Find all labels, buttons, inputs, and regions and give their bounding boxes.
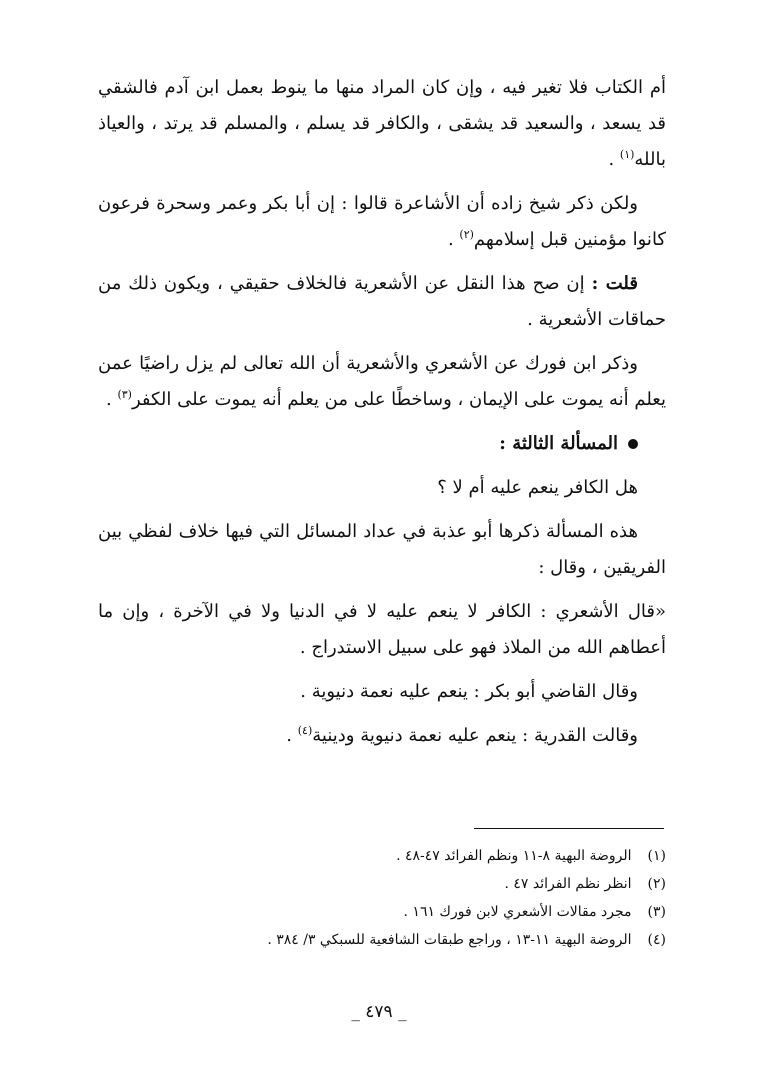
paragraph-4: وذكر ابن فورك عن الأشعري والأشعرية أن الله تعالى لم يزل راضيًا عمن يعلم أنه يموت على الإيمان ، وساخطًا على من يعلم أنه يموت على الكفر$^{(٣)}$ . <box>98 353 666 410</box>
qultu-label: قلت : <box>591 273 638 294</box>
paragraph-8: وقالت القدرية : ينعم عليه نعمة دنيوية ودينية$^{(٤)}$ . <box>286 724 638 746</box>
main-text <box>98 70 666 762</box>
paragraph-7: وقال القاضي أبو بكر : ينعم عليه نعمة دنيوية . <box>300 681 638 702</box>
paragraph-8-text: وقالت القدرية : ينعم عليه نعمة دنيوية ودينية <box>312 725 638 746</box>
footnote-divider <box>474 828 664 829</box>
footnotes <box>120 842 666 954</box>
paragraph-1: أم الكتاب فلا تغير فيه ، وإن كان المراد منها ما ينوط بعمل ابن آدم فالشقي قد يسعد ، والسعيد قد يشقى ، والكافر قد يسلم ، والمسلم قد يرتد ، والعياذ بالله$^{(١)}$ . <box>98 77 666 170</box>
footnote-2: (٢) انظر نظم الفرائد ٤٧ . <box>504 876 666 892</box>
paragraph-3-text: إن صح هذا النقل عن الأشعرية فالخلاف حقيقي ، ويكون ذلك من حماقات الأشعرية . <box>98 273 666 330</box>
question: هل الكافر ينعم عليه أم لا ؟ <box>437 477 638 498</box>
paragraph-6: «قال الأشعري : الكافر لا ينعم عليه لا في الدنيا ولا في الآخرة ، وإن ما أعطاهم الله من الملاذ فهو على سبيل الاستدراج . <box>98 601 666 658</box>
paragraph-4-text: وذكر ابن فورك عن الأشعري والأشعرية أن الله تعالى لم يزل راضيًا عمن يعلم أنه يموت على الإيمان ، وساخطًا على من يعلم أنه يموت على الكفر <box>98 353 666 410</box>
footnote-ref-3[interactable]: (٣) <box>117 388 132 401</box>
paragraph-2: ولكن ذكر شيخ زاده أن الأشاعرة قالوا : إن أبا بكر وعمر وسحرة فرعون كانوا مؤمنين قبل إسلامهم$^{(٢)}$ . <box>98 193 666 250</box>
paragraph-2-text: ولكن ذكر شيخ زاده أن الأشاعرة قالوا : إن أبا بكر وعمر وسحرة فرعون كانوا مؤمنين قبل إسلامهم <box>98 193 666 250</box>
page-number: _ ٤٧٩ _ <box>351 1002 407 1022</box>
footnote-ref-2[interactable]: (٢) <box>459 228 474 241</box>
paragraph-5: هذه المسألة ذكرها أبو عذبة في عداد المسائل التي فيها خلاف لفظي بين الفريقين ، وقال : <box>98 521 666 578</box>
footnote-4: (٤) الروضة البهية ١١-١٣ ، وراجع طبقات الشافعية للسبكي ٣/ ٣٨٤ . <box>267 932 666 948</box>
footnote-ref-4[interactable]: (٤) <box>297 724 313 737</box>
paragraph-3 <box>98 266 666 338</box>
footnote-ref-1[interactable]: (١) <box>619 148 635 161</box>
footnote-1: (١) الروضة البهية ٨-١١ ونظم الفرائد ٤٧-٤٨ . <box>396 848 666 864</box>
section-heading-text: المسألة الثالثة : <box>499 433 618 454</box>
footnote-3: (٣) مجرد مقالات الأشعري لابن فورك ١٦١ . <box>403 904 666 920</box>
paragraph-1-text: أم الكتاب فلا تغير فيه ، وإن كان المراد منها ما ينوط بعمل ابن آدم فالشقي قد يسعد ، والسعيد قد يشقى ، والكافر قد يسلم ، والمسلم قد يرتد ، والعياذ بالله <box>98 77 666 170</box>
bullet-icon <box>628 439 638 449</box>
section-heading <box>98 426 666 462</box>
